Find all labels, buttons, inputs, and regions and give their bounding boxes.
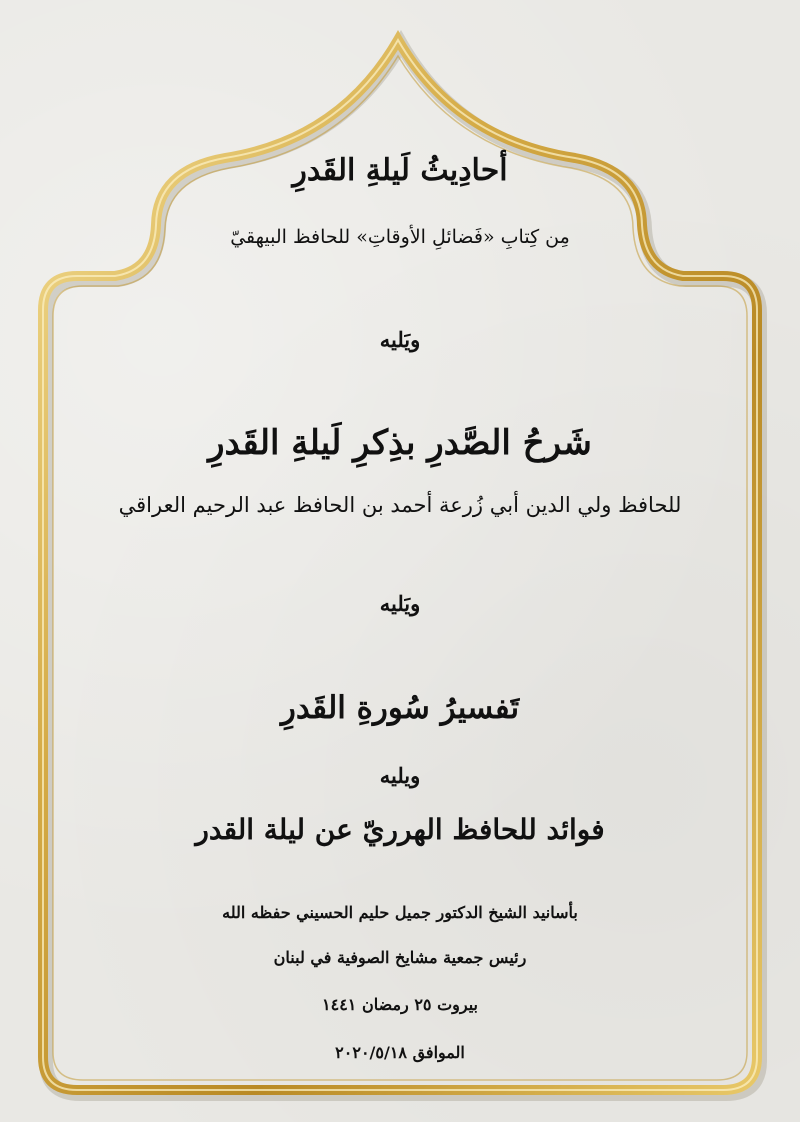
connector-followed-by-3: ويليه — [379, 763, 421, 788]
chain-of-narration-line: بأسانيد الشيخ الدكتور جميل حليم الحسيني حفظه الله — [222, 903, 578, 922]
hijri-date-line: بيروت ٢٥ رمضان ١٤٤١ — [322, 995, 478, 1014]
title-fawaid-harari: فوائد للحافظ الهرريّ عن ليلة القدر — [195, 813, 605, 846]
connector-followed-by-2: ويَليه — [379, 591, 421, 616]
connector-followed-by-1: ويَليه — [379, 327, 421, 352]
subtitle-author-iraqi: للحافظ ولي الدين أبي زُرعة أحمد بن الحافظ عبد الرحيم العراقي — [118, 493, 682, 517]
title-sharh-al-sadr: شَرحُ الصَّدرِ بذِكرِ لَيلةِ القَدرِ — [208, 423, 592, 463]
title-tafsir-surat-al-qadr: تَفسيرُ سُورةِ القَدرِ — [280, 690, 520, 726]
frame-shadow — [46, 44, 760, 1094]
president-association-line: رئيس جمعية مشايخ الصوفية في لبنان — [273, 948, 527, 967]
frame-outer — [43, 40, 757, 1090]
frame-highlight — [43, 40, 757, 1090]
title-laylat-al-qadr-hadiths: أحادِيثُ لَيلةِ القَدرِ — [292, 153, 508, 188]
gregorian-date-line: الموافق ٢٠٢٠/٥/١٨ — [335, 1043, 465, 1062]
subtitle-source-book: مِن كِتابِ «فَضائلِ الأوقاتِ» للحافظ البيهقيّ — [230, 226, 570, 248]
